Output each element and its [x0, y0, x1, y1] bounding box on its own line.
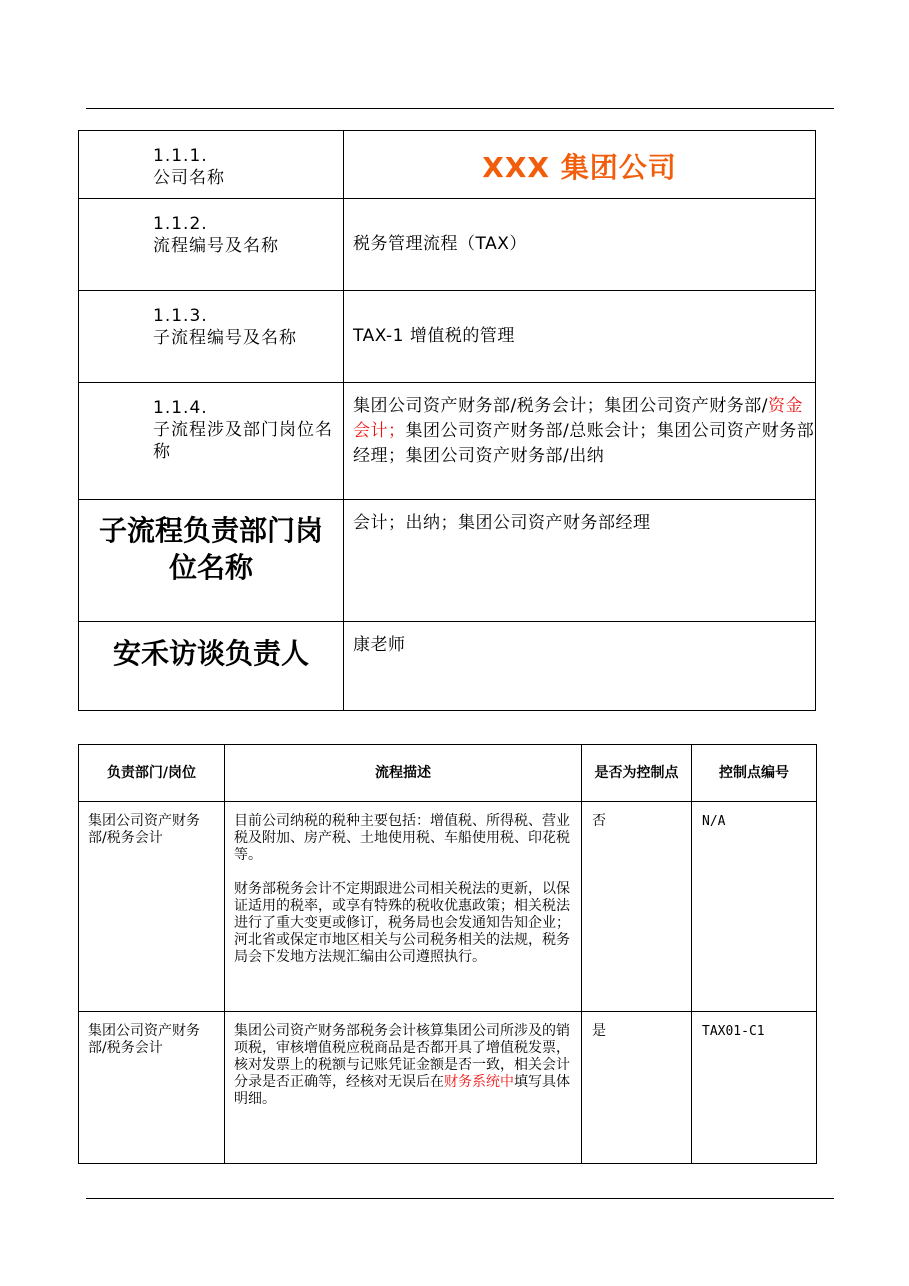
- company-name: XXX 集团公司: [482, 151, 677, 184]
- info-label: [79, 131, 344, 199]
- section-number: 1.1.4.: [153, 398, 208, 418]
- description-text: 填写具体明细。: [234, 1074, 570, 1107]
- process-name: 税务管理流程（TAX）: [344, 199, 816, 291]
- field-label: 子流程涉及部门岗位名称: [153, 420, 333, 462]
- field-label: 公司名称: [153, 168, 225, 188]
- table-row: [79, 802, 817, 1012]
- header-description: 流程描述: [225, 745, 582, 802]
- info-row-company: [79, 131, 816, 199]
- interviewer-value: 康老师: [344, 622, 816, 711]
- header-rule: [86, 108, 834, 109]
- description-paragraph: 目前公司纳税的税种主要包括：增值税、所得税、营业税及附加、房产税、土地使用税、车船使用税、印花税等。: [234, 813, 570, 863]
- field-label: 流程编号及名称: [153, 236, 279, 256]
- control-code-cell: N/A: [692, 802, 817, 1012]
- dept-cell: 集团公司资产财务部/税务会计: [79, 802, 225, 1012]
- info-label: [79, 291, 344, 383]
- description-cell: [225, 802, 582, 1012]
- info-row-interviewer: [79, 622, 816, 711]
- description-highlight: 财务系统中: [444, 1074, 514, 1090]
- info-row-responsible: [79, 500, 816, 622]
- control-point-cell: 是: [582, 1012, 692, 1164]
- info-row-process: [79, 199, 816, 291]
- footer-rule: [86, 1198, 834, 1199]
- info-value: [344, 131, 816, 199]
- info-label: [79, 199, 344, 291]
- description-paragraph: 财务部税务会计不定期跟进公司相关税法的更新，以保证适用的税率，或享有特殊的税收优惠政策；相关税法进行了重大变更或修订，税务局也会发通知告知企业；河北省或保定市地区相关与公司税务相关的法规，税务局会下发地方法规汇编由公司遵照执行。: [234, 881, 570, 965]
- info-row-positions: [79, 383, 816, 500]
- positions-highlight: 资金会计；: [353, 396, 803, 441]
- info-row-subprocess: [79, 291, 816, 383]
- process-description-table: [78, 744, 817, 1164]
- header-control-point: 是否为控制点: [582, 745, 692, 802]
- positions-value: [344, 383, 816, 500]
- section-number: 1.1.3.: [153, 306, 208, 326]
- table-row: [79, 1012, 817, 1164]
- dept-cell: 集团公司资产财务部/税务会计: [79, 1012, 225, 1164]
- field-label: 子流程编号及名称: [153, 328, 297, 348]
- positions-text: 集团公司资产财务部/总账会计；集团公司资产财务部经理；集团公司资产财务部/出纳: [353, 421, 815, 466]
- description-text: 集团公司资产财务部税务会计核算集团公司所涉及的销项税，审核增值税应税商品是否都开具了增值税发票，核对发票上的税额与记账凭证金额是否一致，相关会计分录是否正确等，经核对无误后在: [234, 1023, 570, 1090]
- header-dept: 负责部门/岗位: [79, 745, 225, 802]
- process-info-table: [78, 130, 816, 711]
- subprocess-name: TAX-1 增值税的管理: [344, 291, 816, 383]
- description-cell: [225, 1012, 582, 1164]
- interviewer-label: 安禾访谈负责人: [79, 622, 344, 711]
- process-header-row: [79, 745, 817, 802]
- info-label: [79, 383, 344, 500]
- responsible-value: 会计；出纳；集团公司资产财务部经理: [344, 500, 816, 622]
- responsible-label: 子流程负责部门岗位名称: [79, 500, 344, 622]
- section-number: 1.1.1.: [153, 146, 208, 166]
- control-code-cell: TAX01-C1: [692, 1012, 817, 1164]
- header-control-code: 控制点编号: [692, 745, 817, 802]
- section-number: 1.1.2.: [153, 214, 208, 234]
- positions-text: 集团公司资产财务部/税务会计；集团公司资产财务部/: [353, 396, 768, 416]
- control-point-cell: 否: [582, 802, 692, 1012]
